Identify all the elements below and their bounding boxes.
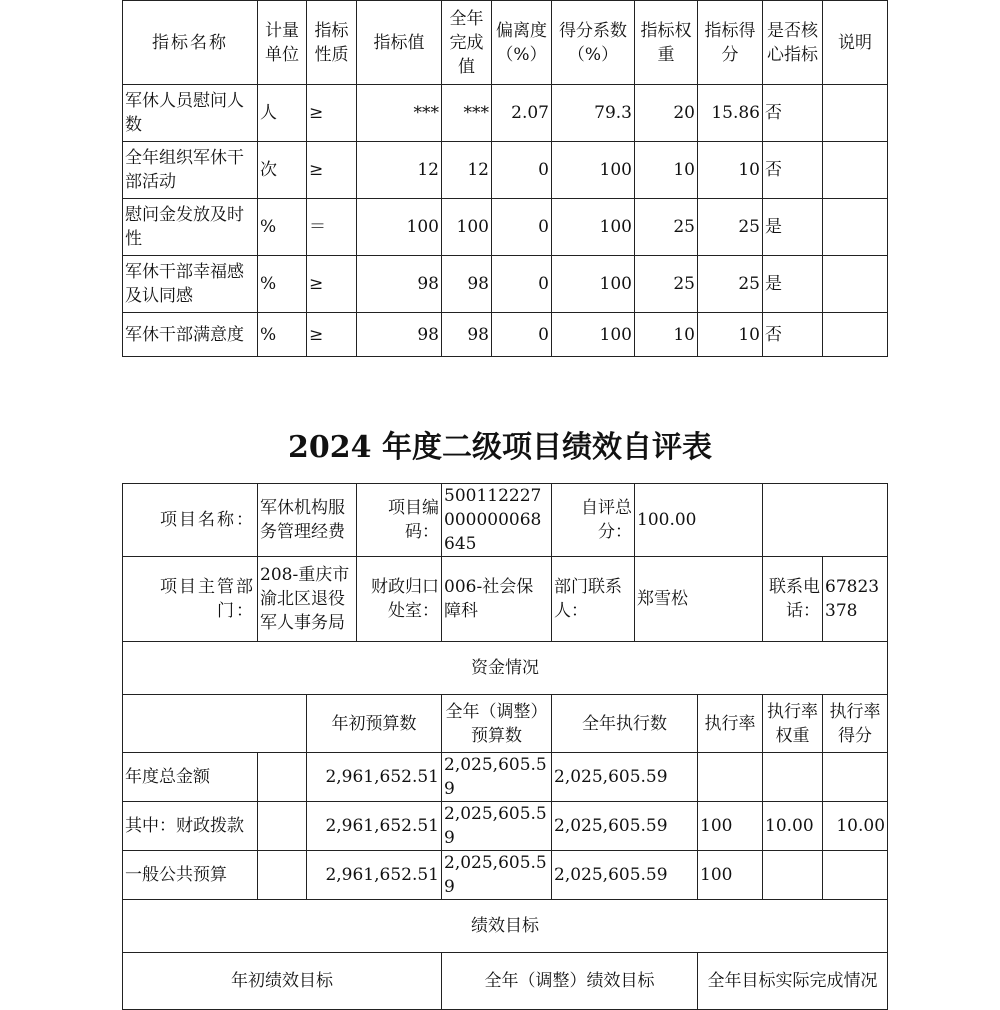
executed-amount: 2,025,605.59	[552, 753, 698, 802]
table-row	[123, 142, 888, 199]
target-value: ***	[357, 85, 442, 142]
score-coef: 100	[552, 313, 635, 357]
table-row	[123, 85, 888, 142]
empty-cell	[258, 753, 307, 802]
empty-cell	[763, 484, 888, 557]
exec-weight: 10.00	[763, 802, 823, 851]
phone-label: 联系电话：	[763, 557, 823, 642]
table-row	[123, 802, 888, 851]
target-value: 98	[357, 256, 442, 313]
header-cell: 是否核心指标	[763, 1, 823, 85]
funds-section-row	[123, 642, 888, 695]
indicator-name: 军休人员慰问人数	[123, 85, 258, 142]
is-core: 否	[763, 313, 823, 357]
header-cell: 得分系数（%）	[552, 1, 635, 85]
header-cell: 计量单位	[258, 1, 307, 85]
weight: 25	[635, 199, 698, 256]
project-info-row	[123, 484, 888, 557]
funds-header: 执行率	[698, 695, 763, 753]
weight: 25	[635, 256, 698, 313]
initial-budget: 2,961,652.51	[307, 802, 442, 851]
header-cell: 全年完成值	[442, 1, 492, 85]
score-coef: 79.3	[552, 85, 635, 142]
score-coef: 100	[552, 142, 635, 199]
target-value: 98	[357, 313, 442, 357]
score: 10	[698, 313, 763, 357]
adjusted-budget: 2,025,605.59	[442, 802, 552, 851]
deviation: 0	[492, 313, 552, 357]
header-cell: 指标权重	[635, 1, 698, 85]
is-core: 否	[763, 142, 823, 199]
empty-cell	[123, 695, 307, 753]
funds-header: 执行率得分	[823, 695, 888, 753]
contact-label: 部门联系人：	[552, 557, 635, 642]
funds-header: 执行率权重	[763, 695, 823, 753]
empty-cell	[258, 851, 307, 900]
header-cell: 指标名称	[123, 1, 258, 85]
exec-weight	[763, 753, 823, 802]
unit: 次	[258, 142, 307, 199]
unit: %	[258, 313, 307, 357]
indicator-header-row	[123, 1, 888, 85]
actual-value: ***	[442, 85, 492, 142]
unit: 人	[258, 85, 307, 142]
target-value: 100	[357, 199, 442, 256]
adjusted-budget: 2,025,605.59	[442, 753, 552, 802]
weight: 20	[635, 85, 698, 142]
indicator-name: 军休干部幸福感及认同感	[123, 256, 258, 313]
exec-score	[823, 753, 888, 802]
header-cell: 偏离度（%）	[492, 1, 552, 85]
self-score-label: 自评总分：	[552, 484, 635, 557]
indicator-name: 全年组织军休干部活动	[123, 142, 258, 199]
funds-header: 年初预算数	[307, 695, 442, 753]
actual-value: 12	[442, 142, 492, 199]
is-core: 是	[763, 199, 823, 256]
empty-cell	[258, 802, 307, 851]
funds-title: 资金情况	[123, 642, 888, 695]
weight: 10	[635, 313, 698, 357]
exec-rate: 100	[698, 851, 763, 900]
exec-score: 10.00	[823, 802, 888, 851]
unit: %	[258, 256, 307, 313]
finance: 006-社会保障科	[442, 557, 552, 642]
nature: ＝	[307, 199, 357, 256]
deviation: 0	[492, 199, 552, 256]
project-name: 军休机构服务管理经费	[258, 484, 357, 557]
table-row	[123, 313, 888, 357]
perf-header: 全年目标实际完成情况	[698, 953, 888, 1010]
unit: %	[258, 199, 307, 256]
deviation: 0	[492, 142, 552, 199]
table-row	[123, 256, 888, 313]
header-cell: 说明	[823, 1, 888, 85]
finance-label: 财政归口处室：	[357, 557, 442, 642]
executed-amount: 2,025,605.59	[552, 851, 698, 900]
project-code: 500112227000000068645	[442, 484, 552, 557]
self-evaluation-table	[122, 483, 888, 1010]
note	[823, 85, 888, 142]
table-row	[123, 199, 888, 256]
initial-budget: 2,961,652.51	[307, 851, 442, 900]
initial-budget: 2,961,652.51	[307, 753, 442, 802]
perf-header-row	[123, 953, 888, 1010]
score: 10	[698, 142, 763, 199]
is-core: 是	[763, 256, 823, 313]
exec-rate: 100	[698, 802, 763, 851]
indicator-table	[122, 0, 888, 357]
note	[823, 256, 888, 313]
exec-weight	[763, 851, 823, 900]
adjusted-budget: 2,025,605.59	[442, 851, 552, 900]
score-coef: 100	[552, 256, 635, 313]
weight: 10	[635, 142, 698, 199]
header-cell: 指标值	[357, 1, 442, 85]
deviation: 2.07	[492, 85, 552, 142]
note	[823, 199, 888, 256]
perf-title: 绩效目标	[123, 900, 888, 953]
actual-value: 98	[442, 313, 492, 357]
note	[823, 142, 888, 199]
deviation: 0	[492, 256, 552, 313]
table-row	[123, 851, 888, 900]
actual-value: 98	[442, 256, 492, 313]
exec-rate	[698, 753, 763, 802]
note	[823, 313, 888, 357]
funds-label: 年度总金额	[123, 753, 258, 802]
score: 25	[698, 199, 763, 256]
score: 25	[698, 256, 763, 313]
indicator-name: 军休干部满意度	[123, 313, 258, 357]
department-row	[123, 557, 888, 642]
funds-header-row	[123, 695, 888, 753]
funds-header: 全年（调整）预算数	[442, 695, 552, 753]
exec-score	[823, 851, 888, 900]
executed-amount: 2,025,605.59	[552, 802, 698, 851]
project-code-label: 项目编码：	[357, 484, 442, 557]
perf-header: 全年（调整）绩效目标	[442, 953, 698, 1010]
header-cell: 指标性质	[307, 1, 357, 85]
score: 15.86	[698, 85, 763, 142]
nature: ≥	[307, 142, 357, 199]
is-core: 否	[763, 85, 823, 142]
table-row	[123, 753, 888, 802]
score-coef: 100	[552, 199, 635, 256]
nature: ≥	[307, 85, 357, 142]
nature: ≥	[307, 313, 357, 357]
dept: 208-重庆市渝北区退役军人事务局	[258, 557, 357, 642]
funds-label: 其中：财政拨款	[123, 802, 258, 851]
perf-section-row	[123, 900, 888, 953]
project-name-label: 项目名称：	[123, 484, 258, 557]
nature: ≥	[307, 256, 357, 313]
dept-label: 项目主管部门：	[123, 557, 258, 642]
actual-value: 100	[442, 199, 492, 256]
perf-header: 年初绩效目标	[123, 953, 442, 1010]
page-title: 2024 年度二级项目绩效自评表	[288, 430, 712, 465]
funds-label: 一般公共预算	[123, 851, 258, 900]
contact: 郑雪松	[635, 557, 763, 642]
target-value: 12	[357, 142, 442, 199]
self-score: 100.00	[635, 484, 763, 557]
header-cell: 指标得分	[698, 1, 763, 85]
indicator-name: 慰问金发放及时性	[123, 199, 258, 256]
funds-header: 全年执行数	[552, 695, 698, 753]
phone: 67823378	[823, 557, 888, 642]
